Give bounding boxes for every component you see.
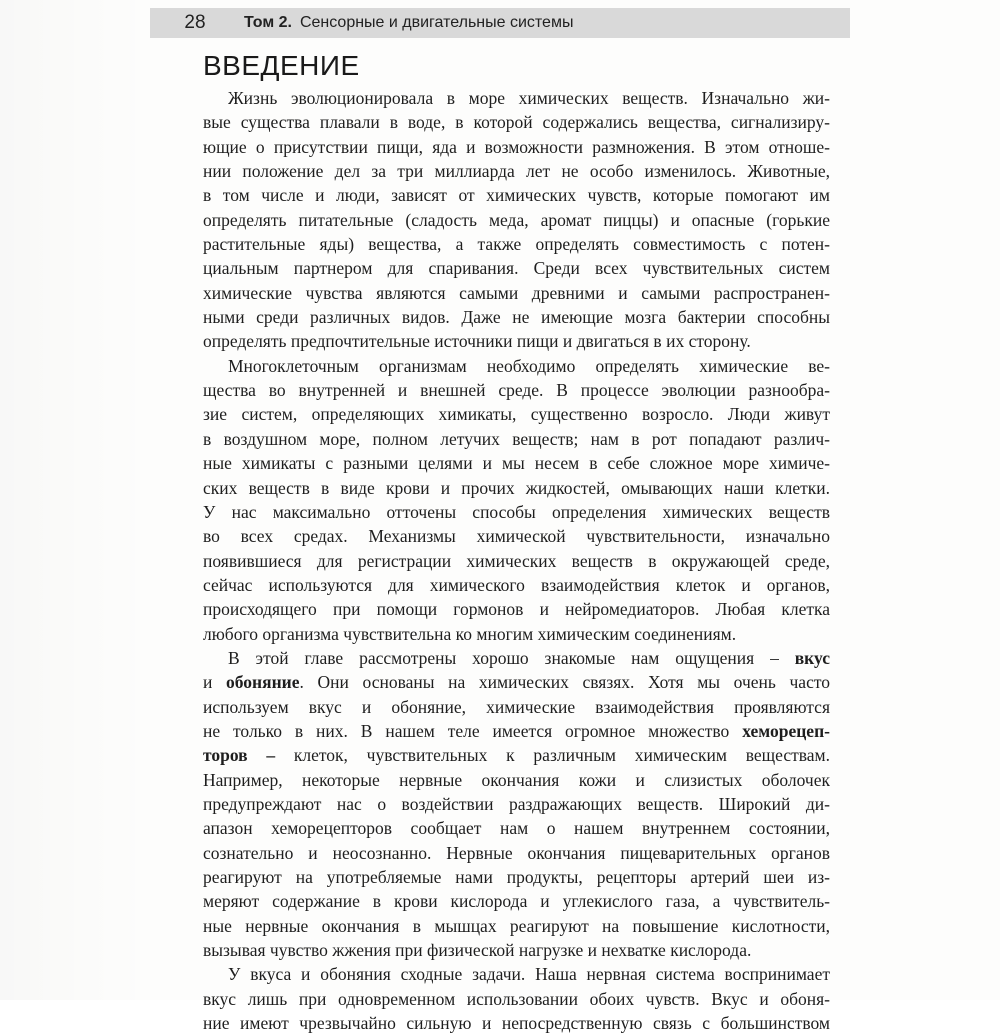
paragraph-4 — [203, 962, 830, 1035]
text-line: вызывая чувство жжения при физической нагрузке и нехватке кислорода. — [203, 940, 752, 961]
text-line: сознательно и неосознанно. Нервные окончания пищеварительных органов — [203, 842, 830, 863]
text-line: циальным партнером для спаривания. Среди всех чувствительных систем — [203, 258, 830, 279]
text-line: любого организма чувствительна ко многим химическим соединениям. — [203, 623, 737, 644]
text-line: вые существа плавали в воде, в которой содержались вещества, сигнализиру- — [203, 112, 830, 133]
term-smell: обоняние — [226, 672, 300, 693]
text-run: клеток, чувствительных к различным химическим веществам. — [293, 745, 830, 766]
text-line: У вкуса и обоняния сходные задачи. Наша нервная система воспринимает — [228, 964, 830, 985]
text-line: используем вкус и обоняние, химические взаимодействия проявляются — [203, 696, 830, 717]
term-chemoreceptors: хеморецеп- — [742, 720, 830, 741]
text-run: . Они основаны на химических связях. Хотя мы очень часто — [299, 672, 830, 693]
text-run: В этой главе рассмотрены хорошо знакомые нам ощущения – — [228, 647, 779, 668]
text-line — [203, 743, 830, 767]
term-taste: вкус — [794, 647, 830, 668]
text-line: растительные яды) вещества, а также определять совместимость с потен- — [203, 234, 830, 255]
text-line: ющие о присутствии пищи, яда и возможности размножения. В этом отноше- — [203, 136, 830, 157]
text-line: щества во внутренней и внешней среде. В процессе эволюции разнообра- — [203, 380, 830, 401]
text-line: нии положение дел за три миллиарда лет не особо изменилось. Животные, — [203, 161, 830, 182]
text-line — [203, 670, 830, 694]
text-line: определять питательные (сладость меда, аромат пиццы) и опасные (горькие — [203, 209, 830, 230]
text-run: не только в них. В нашем теле имеется огромное множество — [203, 720, 730, 741]
running-header — [150, 8, 850, 38]
text-line: апазон хеморецепторов сообщает нам о нашем внутреннем состоянии, — [203, 818, 830, 839]
text-line: Например, некоторые нервные окончания кожи и слизистых оболочек — [203, 769, 830, 790]
text-line: реагируют на употребляемые нами продукты, рецепторы артерий шеи из- — [203, 867, 830, 887]
text-line: меряют содержание в крови кислорода и углекислого газа, а чувствитель- — [203, 891, 830, 912]
text-line: определять предпочтительные источники пищи и двигаться в их сторону. — [203, 331, 751, 352]
paragraph-3 — [203, 646, 830, 962]
text-line: У нас максимально отточены способы определения химических веществ — [203, 501, 830, 522]
volume-label: Том 2. — [244, 14, 292, 31]
text-line: ние имеют чрезвычайно сильную и непосредственную связь с большинством — [203, 1013, 830, 1034]
text-run: и — [203, 672, 213, 693]
body-text — [203, 86, 830, 1035]
page-number: 28 — [184, 12, 206, 33]
text-line: вкус лишь при одновременном использовании обоих чувств. Вкус и обоня- — [203, 988, 830, 1009]
text-line: во всех средах. Механизмы химической чувствительности, изначально — [203, 526, 830, 547]
chapter-title: ВВЕДЕНИЕ — [203, 50, 360, 81]
term-chemoreceptors-cont: торов – — [203, 745, 276, 766]
paragraph-1 — [203, 86, 830, 354]
text-line: происходящего при помощи гормонов и нейромедиаторов. Любая клетка — [203, 599, 830, 620]
text-line: ные нервные окончания в мышцах реагируют на повышение кислотности, — [203, 915, 830, 936]
text-line: ских веществ в виде крови и прочих жидкостей, омывающих наши клетки. — [203, 477, 830, 498]
text-line — [203, 719, 830, 743]
text-line: химические чувства являются самыми древними и самыми распространен- — [203, 282, 830, 303]
text-line: в том числе и люди, зависят от химических чувств, которые помогают им — [203, 185, 830, 206]
text-line: предупреждают нас о воздействии раздражающих веществ. Широкий ди- — [203, 793, 830, 814]
text-line — [203, 646, 830, 670]
text-line: в воздушном море, полном летучих веществ; нам в рот попадают различ- — [203, 428, 830, 449]
text-line: зие систем, определяющих химикаты, существенно возросло. Люди живут — [203, 404, 830, 425]
text-line: ными среди различных видов. Даже не имеющие мозга бактерии способны — [203, 307, 830, 328]
volume-title: Сенсорные и двигательные системы — [299, 14, 574, 31]
text-line: сейчас используются для химического взаимодействия клеток и органов, — [203, 574, 830, 595]
text-line: Жизнь эволюционировала в море химических веществ. Изначально жи- — [228, 88, 830, 108]
text-line: появившиеся для регистрации химических веществ в окружающей среде, — [203, 550, 830, 571]
text-line: Многоклеточным организмам необходимо определять химические ве- — [228, 355, 830, 376]
text-line: ные химикаты с разными целями и мы несем в себе сложное море химиче- — [203, 453, 830, 474]
paragraph-2 — [203, 354, 830, 646]
